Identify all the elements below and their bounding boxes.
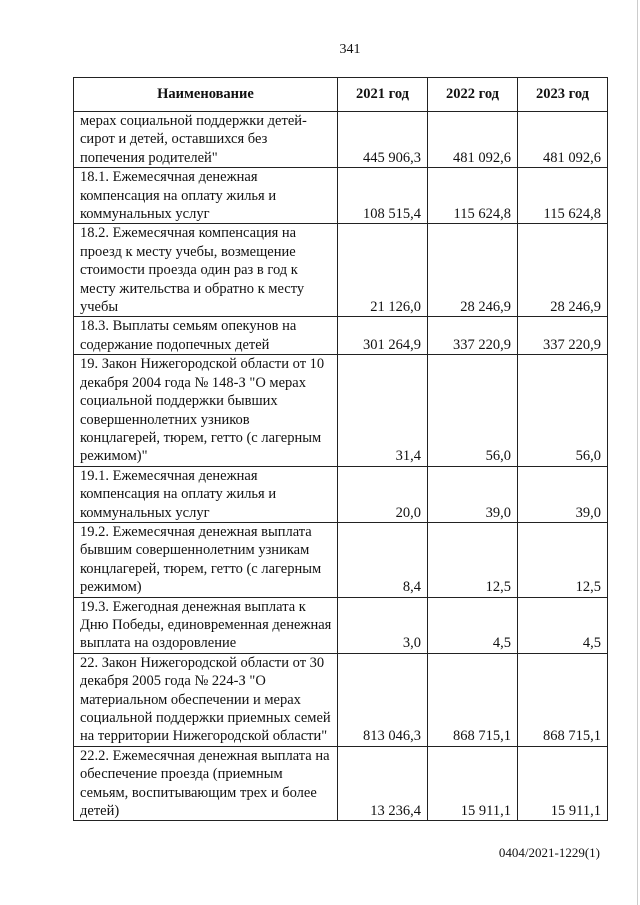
header-name: Наименование: [74, 78, 338, 112]
value-2021: 301 264,9: [338, 317, 428, 355]
table-row: [74, 746, 608, 821]
value-2021: 108 515,4: [338, 168, 428, 224]
header-2022: 2022 год: [428, 78, 518, 112]
value-2023: 15 911,1: [518, 746, 608, 821]
value-2022: 4,5: [428, 597, 518, 653]
value-2022: 15 911,1: [428, 746, 518, 821]
value-2022: 28 246,9: [428, 224, 518, 317]
row-name: 18.3. Выплаты семьям опекунов на содержание подопечных детей: [74, 317, 338, 355]
row-name: мерах социальной поддержки детей-сирот и детей, оставшихся без попечения родителей": [74, 112, 338, 168]
value-2022: 481 092,6: [428, 112, 518, 168]
value-2023: 868 715,1: [518, 653, 608, 746]
value-2021: 3,0: [338, 597, 428, 653]
table-row: [74, 466, 608, 522]
table-row: [74, 317, 608, 355]
row-name: 19.2. Ежемесячная денежная выплата бывшим совершеннолетним узникам концлагерей, тюрем, гетто (с лагерным режимом): [74, 522, 338, 597]
row-name: 22. Закон Нижегородской области от 30 декабря 2005 года № 224-З "О материальном обеспечении и мерах социальной поддержки приемных семей на территории Нижегородской области": [74, 653, 338, 746]
value-2022: 39,0: [428, 466, 518, 522]
row-name: 18.1. Ежемесячная денежная компенсация на оплату жилья и коммунальных услуг: [74, 168, 338, 224]
value-2021: 21 126,0: [338, 224, 428, 317]
page-number: 341: [339, 42, 361, 57]
value-2021: 445 906,3: [338, 112, 428, 168]
value-2021: 8,4: [338, 522, 428, 597]
value-2021: 31,4: [338, 355, 428, 466]
header-2021: 2021 год: [338, 78, 428, 112]
value-2023: 4,5: [518, 597, 608, 653]
value-2023: 39,0: [518, 466, 608, 522]
page-edge-divider: [637, 0, 638, 905]
value-2021: 13 236,4: [338, 746, 428, 821]
table-row: [74, 522, 608, 597]
value-2022: 12,5: [428, 522, 518, 597]
value-2023: 28 246,9: [518, 224, 608, 317]
table-row: [74, 168, 608, 224]
document-code: 0404/2021-1229(1): [498, 845, 600, 860]
row-name: 19.3. Ежегодная денежная выплата к Дню Победы, единовременная денежная выплата на оздоровление: [74, 597, 338, 653]
header-2023: 2023 год: [518, 78, 608, 112]
table-row: [74, 653, 608, 746]
budget-table: [73, 77, 608, 821]
row-name: 19. Закон Нижегородской области от 10 декабря 2004 года № 148-З "О мерах социальной поддержки бывших совершеннолетних узников концлагерей, тюрем, гетто (с лагерным режимом)": [74, 355, 338, 466]
value-2023: 56,0: [518, 355, 608, 466]
value-2022: 56,0: [428, 355, 518, 466]
value-2023: 481 092,6: [518, 112, 608, 168]
row-name: 19.1. Ежемесячная денежная компенсация на оплату жилья и коммунальных услуг: [74, 466, 338, 522]
table-header-row: [74, 78, 608, 112]
row-name: 22.2. Ежемесячная денежная выплата на обеспечение проезда (приемным семьям, воспитывающим трех и более детей): [74, 746, 338, 821]
value-2022: 115 624,8: [428, 168, 518, 224]
table-row: [74, 224, 608, 317]
value-2022: 868 715,1: [428, 653, 518, 746]
value-2023: 12,5: [518, 522, 608, 597]
table-row: [74, 112, 608, 168]
value-2023: 337 220,9: [518, 317, 608, 355]
value-2022: 337 220,9: [428, 317, 518, 355]
table-row: [74, 597, 608, 653]
value-2023: 115 624,8: [518, 168, 608, 224]
row-name: 18.2. Ежемесячная компенсация на проезд к месту учебы, возмещение стоимости проезда один раз в год к месту жительства и обратно к месту учебы: [74, 224, 338, 317]
table-row: [74, 355, 608, 466]
value-2021: 813 046,3: [338, 653, 428, 746]
value-2021: 20,0: [338, 466, 428, 522]
